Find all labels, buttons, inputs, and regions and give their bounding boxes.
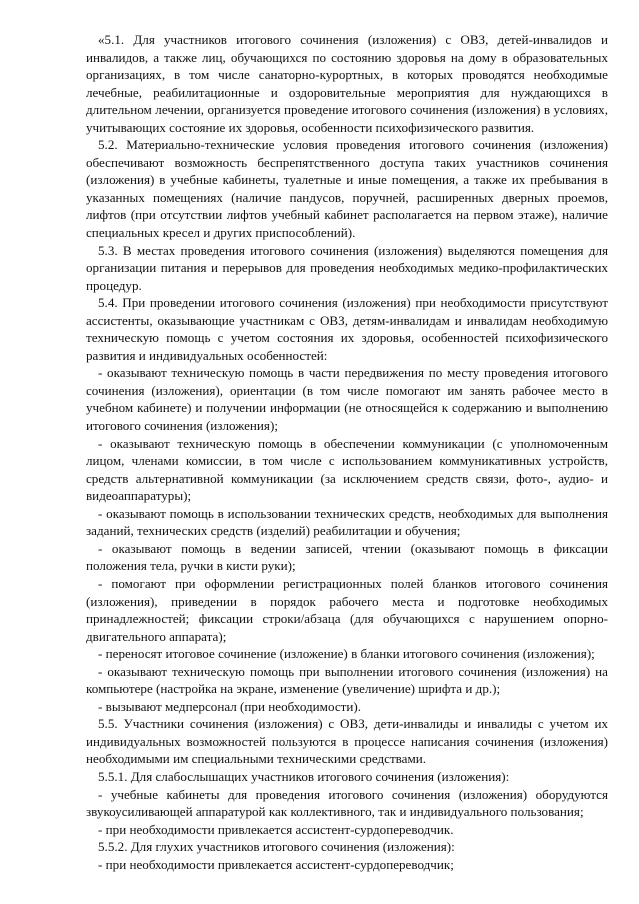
paragraph-5-4: 5.4. При проведении итогового сочинения (изложения) при необходимости присутствуют ассистенты, оказывающие участникам с ОВЗ, детям-инвалидам и инвалидам необходимую техническую помощь с учетом состояния их здоровья, особенностей психофизического развития и индивидуальных особенностей: xyxy=(86,295,608,363)
list-item-movement-help: - оказывают техническую помощь в части передвижения по месту проведения итогового сочинения (изложения), ориентации (в том числе помогают им занять рабочее место в учебном кабинете) и получении информации (не относящейся к содержанию и выполнению итогового сочинения (изложения); xyxy=(86,365,608,434)
paragraph-5-5-1: 5.5.1. Для слабослышащих участников итогового сочинения (изложения): xyxy=(98,768,510,784)
list-item-forms-help: - помогают при оформлении регистрационных полей бланков итогового сочинения (изложения), приведении в порядок рабочего места и подготовке необходимых принадлежностей; фиксации строки/абзаца (для обучающихся с нарушением опорно-двигательного аппарата); xyxy=(86,575,608,644)
list-item-communication-help: - оказывают техническую помощь в обеспечении коммуникации (с уполномоченным лицом, членами комиссии, в том числе с использованием коммуникативных устройств, средств альтернативной коммуникации (за исключением средств связи, фото-, аудио- и видеоаппаратуры); xyxy=(86,435,608,504)
paragraph-5-2: 5.2. Материально-технические условия проведения итогового сочинения (изложения) обеспечивают возможность беспрепятственного доступа таких участников сочинения (изложения) в учебные кабинеты, туалетные и иные помещения, а также их пребывания в указанных помещениях (наличие пандусов, поручней, расширенных дверных проемов, лифтов (при отсутствии лифтов учебный кабинет располагается на первом этаже), наличие специальных кресел и других приспособлений). xyxy=(86,137,608,241)
list-item-writing-reading-help: - оказывают помощь в ведении записей, чтении (оказывают помощь в фиксации положения тела, ручки в кисти руки); xyxy=(86,540,608,574)
paragraph-5-5-2: 5.5.2. Для глухих участников итогового сочинения (изложения): xyxy=(98,839,455,855)
list-item-medical-staff: - вызывают медперсонал (при необходимости). xyxy=(98,698,362,714)
list-item-transfer-to-forms: - переносят итоговое сочинение (изложение) в бланки итогового сочинения (изложения); xyxy=(98,646,595,662)
paragraph-5-1: «5.1. Для участников итогового сочинения (изложения) с ОВЗ, детей-инвалидов и инвалидов, а также лиц, обучающихся по состоянию здоровья на дому в образовательных организациях, в том числе санаторно-курортных, в которых проводятся необходимые лечебные, реабилитационные и оздоровительные мероприятия для нуждающихся в длительном лечении, организуется проведение итогового сочинения (изложения) в условиях, учитывающих состояние их здоровья, особенности психофизического развития. xyxy=(86,32,608,135)
list-item-sign-interpreter-1: - при необходимости привлекается ассистент-сурдопереводчик. xyxy=(98,821,454,837)
list-item-sound-equipment: - учебные кабинеты для проведения итогового сочинения (изложения) оборудуются звукоусиливающей аппаратурой как коллективного, так и индивидуального пользования; xyxy=(86,786,608,820)
list-item-sign-interpreter-2: - при необходимости привлекается ассистент-сурдопереводчик; xyxy=(98,856,454,872)
list-item-computer-help: - оказывают техническую помощь при выполнении итогового сочинения (изложения) на компьютере (настройка на экране, изменение (увеличение) шрифта и др.); xyxy=(86,663,608,697)
paragraph-5-3: 5.3. В местах проведения итогового сочинения (изложения) выделяются помещения для организации питания и перерывов для проведения необходимых медико-профилактических процедур. xyxy=(86,242,608,293)
paragraph-5-5: 5.5. Участники сочинения (изложения) с ОВЗ, дети-инвалиды и инвалиды с учетом их индивидуальных возможностей пользуются в процессе написания сочинения (изложения) необходимыми им специальными техническими средствами. xyxy=(86,716,608,767)
list-item-technical-means-help: - оказывают помощь в использовании технических средств, необходимых для выполнения заданий, технических средств (изделий) реабилитации и обучения; xyxy=(86,505,608,539)
